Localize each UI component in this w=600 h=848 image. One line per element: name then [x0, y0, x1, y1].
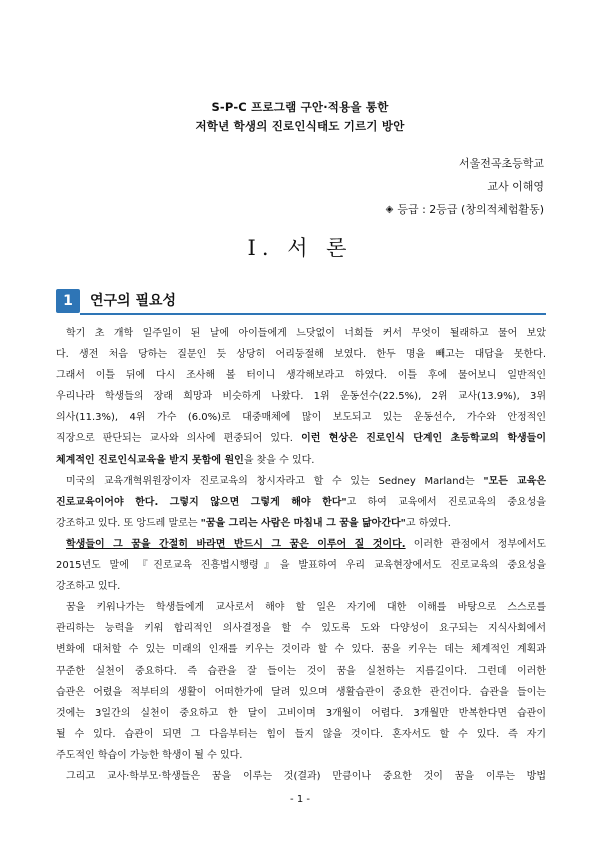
section-number-badge: 1 — [56, 289, 80, 313]
bold-text: 진로교육이어야 한다. 그렇지 않으면 그렇게 해야 한다" — [56, 496, 347, 508]
title-line-1: S-P-C 프로그램 구안·적용을 통한 — [211, 100, 389, 114]
text-line: 학기 초 개학 일주일이 된 날에 아이들에게 느닷없이 너희들 커서 무엇이 될래하고 물어 보았 — [66, 328, 546, 339]
text-line: 2015년도 말에 『진로교육 진흥법시행령』을 발표하여 우리 교육현장에서도 진로교육의 중요성을 — [56, 560, 546, 572]
text-line — [56, 513, 546, 534]
text-line — [56, 428, 546, 449]
diamond-icon: ◈ — [385, 204, 394, 215]
paragraph-5 — [56, 766, 546, 787]
text-segment: 직장으로 판단되는 교사와 의사에 편중되어 있다. — [56, 433, 293, 445]
text-line: 의사(11.3%), 4위 가수 (6.0%)로 대중매체에 많이 보도되고 있는 운동선수, 가수와 안정적인 — [56, 412, 546, 424]
bold-text: 체계적인 진로인식교육을 받지 못함에 원인 — [56, 454, 244, 466]
text-line: 꿈을 키워나가는 학생들에게 교사로서 해야 할 일은 자기에 대한 이해를 바탕으로 스스로를 — [66, 602, 546, 614]
text-line: 습관은 어렸을 적부터의 생활이 어떠한가에 달려 있으며 생활습관이 중요한 관건이다. 습관을 들이는 — [56, 686, 546, 698]
text-line — [56, 471, 546, 492]
text-segment: 강조하고 있다. 또 앙드레 말로는 — [56, 517, 198, 529]
grade-text: 등급 : 2등급 (창의적체험활동) — [397, 203, 544, 216]
school-name: 서울전곡초등학교 — [458, 157, 544, 170]
text-line: 꾸준한 실천이 중요하다. 즉 습관을 잘 들이는 것이 꿈을 실천하는 지름길이다. 그런데 이러한 — [56, 665, 546, 677]
text-line: 것에는 3일간의 실천이 중요하고 한 달이 고비이며 3개월이 어렵다. 3개월만 반복한다면 습관이 — [56, 707, 546, 719]
bold-text: 이런 현상은 진로인식 단계인 초등학교의 학생들이 — [301, 433, 546, 445]
chapter-heading: I. 서 론 — [247, 236, 353, 260]
section-heading — [56, 289, 546, 313]
underlined-bold-text: 학생들이 그 꿈을 간절히 바라면 반드시 그 꿈은 이루어 질 것이다. — [66, 538, 406, 550]
text-line — [56, 450, 546, 471]
paragraph-3 — [56, 534, 546, 597]
paragraph-2 — [56, 471, 546, 534]
text-line: 다. 생전 처음 당하는 질문인 듯 상당히 어리둥절해 보였다. 한두 명을 빼고는 대답을 못한다. — [56, 349, 546, 361]
section-underline — [80, 313, 546, 315]
text-line: 될 수 있다. 습관이 되면 그 다음부터는 힘이 들지 않을 것이다. 혼자서도 할 수 있다. 즉 자기 — [56, 728, 546, 740]
body-text — [56, 323, 546, 787]
text-segment: 고 하여 교육에서 진로교육의 중요성을 — [346, 496, 547, 508]
text-line: 우리나라 학생들의 장래 희망과 비슷하게 나왔다. 1위 운동선수(22.5%), 2위 교사(13.9%), 3위 — [56, 391, 546, 403]
text-line — [56, 492, 546, 513]
text-line: 강조하고 있다. — [56, 581, 121, 593]
text-segment: 이러한 관점에서 정부에서도 — [413, 538, 547, 550]
text-line — [56, 534, 546, 555]
document-title — [0, 98, 600, 136]
bold-text: "모든 교육은 — [483, 475, 546, 487]
bold-text: "꿈을 그리는 사람은 마침내 그 꿈을 닮아간다" — [200, 517, 406, 529]
text-line: 주도적인 학습이 가능한 학생이 될 수 있다. — [56, 749, 243, 761]
text-segment: 미국의 교육개혁위원장이자 진로교육의 창시자라고 할 수 있는 Sedney Marland는 — [66, 475, 475, 487]
paragraph-4 — [56, 597, 546, 766]
section-title: 연구의 필요성 — [90, 293, 177, 309]
page-number: - 1 - — [290, 794, 310, 805]
text-line: 변화에 대처할 수 있는 미래의 인재를 키우는 것이라 할 수 있다. 꿈을 키우는 데는 체계적인 계획과 — [56, 644, 546, 656]
author-name: 교사 이해영 — [487, 180, 544, 193]
text-line: 그리고 교사·학부모·학생들은 꿈을 이루는 것(결과) 만큼이나 중요한 것이 꿈을 이루는 방법 — [66, 770, 546, 782]
text-line: 관리하는 능력을 키워 합리적인 의사결정을 할 수 있도록 도와 다양성이 요구되는 지식사회에서 — [56, 623, 546, 635]
title-line-2: 저학년 학생의 진로인식태도 기르기 방안 — [195, 119, 405, 133]
grade-row — [386, 198, 544, 221]
paragraph-1 — [56, 323, 546, 471]
text-line: 그래서 이틀 뒤에 다시 조사해 볼 터이니 생각해보라고 하였다. 이틀 후에 물어보니 일반적인 — [56, 370, 546, 382]
text-segment: 을 찾을 수 있다. — [243, 454, 315, 466]
author-info — [386, 152, 544, 221]
text-segment: 고 하였다. — [405, 517, 451, 529]
